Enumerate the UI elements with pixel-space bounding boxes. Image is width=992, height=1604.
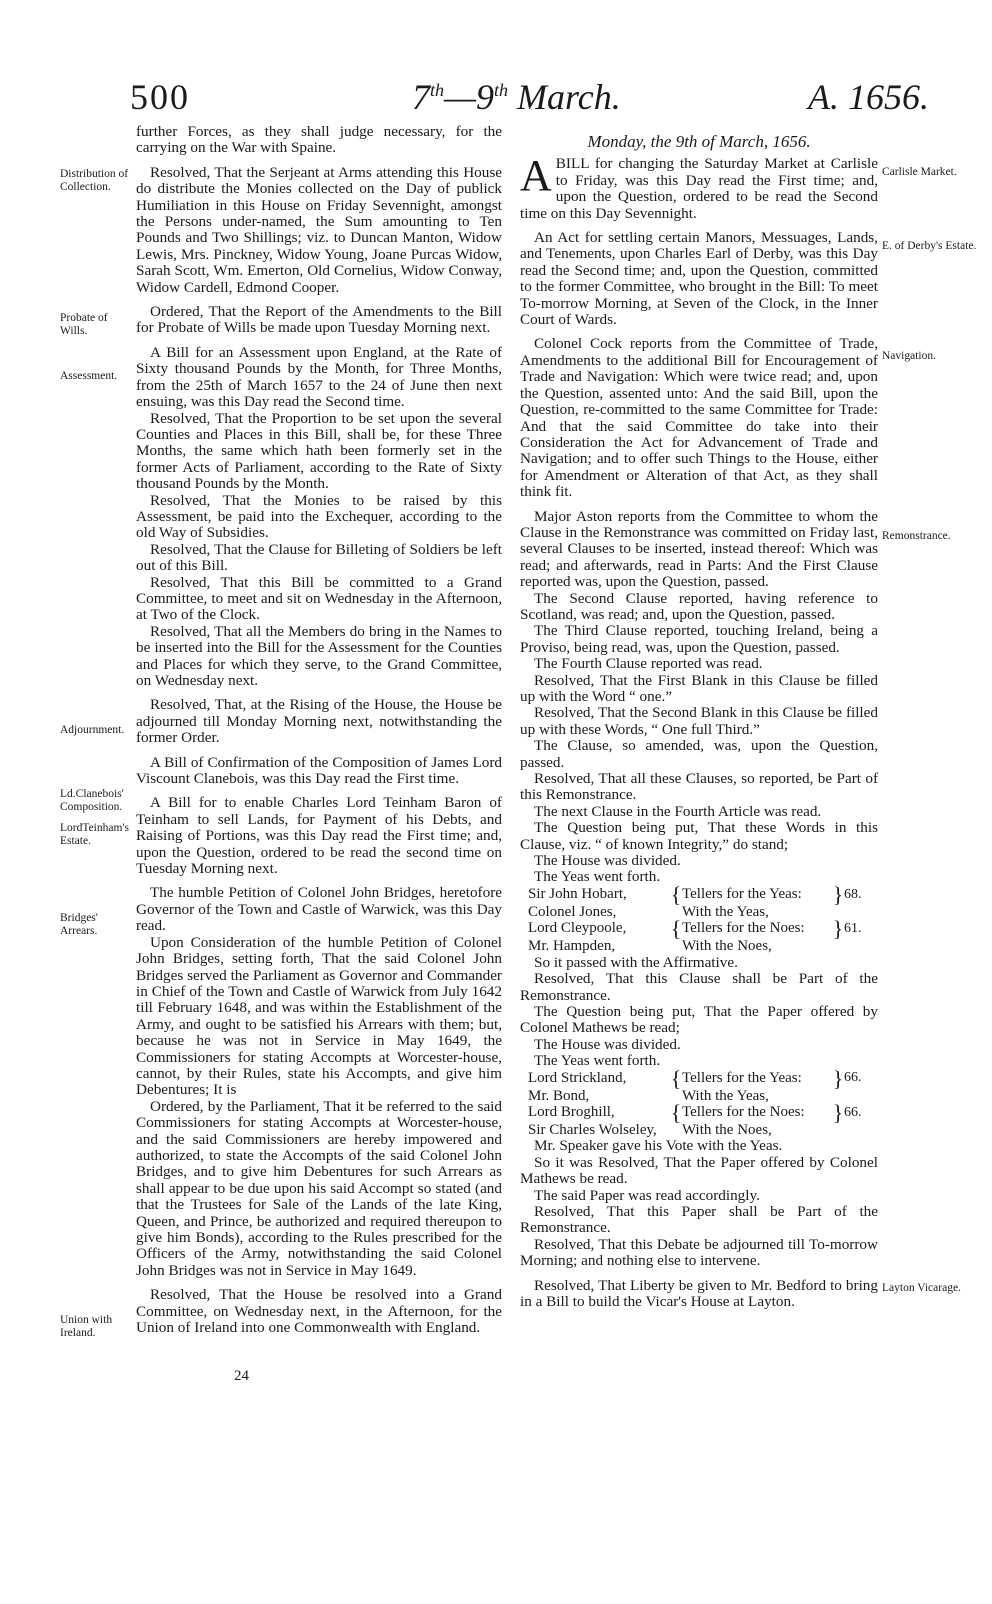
paragraph-assessment-resolved-2: Resolved, That the Monies to be raised by this Assessment, be paid into the Exchequer, according to the old Way of Subsidies. xyxy=(136,491,502,542)
left-column xyxy=(136,124,502,1344)
brace-right: } xyxy=(832,1099,844,1125)
paragraph-union: Resolved, That the House be resolved into a Grand Committee, on Wednesday next, in the Afternoon, for the Union of Ireland into one Commonwealth with England. xyxy=(136,1286,502,1337)
division-2-noes-count: 66. xyxy=(844,1104,862,1120)
paragraph-passed-affirmative: So it passed with the Affirmative. xyxy=(534,953,738,971)
spacer xyxy=(670,938,682,954)
date-from-sup: th xyxy=(430,80,445,100)
day-title: Monday, the 9th of March, 1656. xyxy=(587,132,811,151)
paragraph-continuation: further Forces, as they shall judge necessary, for the carrying on the War with Spaine. xyxy=(136,123,502,157)
drop-cap: A xyxy=(520,151,552,201)
note-union: Union with Ireland. xyxy=(60,1314,113,1339)
paragraph-bridges-ordered: Ordered, by the Parliament, That it be referred to the said Commissioners for stating Accompts at Worcester-house, and the said Commissioners are hereby impowered and authorized, to state the Accompts of the said Colonel John Bridges, and to give him Debentures for such Arrears as shall appear to be due upon his said Accompt so stated (and that the Trustees for Sale of the Lands of the late King, Queen, and Prince, be authorized and required thereupon to give him Bonds), according to the Rules prescribed for the Officers of the Army, notwithstanding the said Colonel John Bridges was not in Service in May 1649. xyxy=(136,1097,502,1279)
date-from: 7 xyxy=(412,77,430,117)
brace-left: { xyxy=(670,1065,682,1091)
teller-role: With the Yeas, xyxy=(682,903,769,920)
teller-name: Lord Broghill, xyxy=(528,1103,615,1120)
teller-role: Tellers for the Noes: xyxy=(682,920,805,937)
date-to: 9 xyxy=(476,77,495,117)
paragraph-divided-1: The House was divided. xyxy=(534,852,681,870)
teller-name: Sir John Hobart, xyxy=(528,885,627,902)
teller-name: Mr. Hampden, xyxy=(528,938,616,955)
right-column xyxy=(520,130,878,1318)
teller-name: Sir Charles Wolseley, xyxy=(528,1121,657,1138)
brace-left: { xyxy=(670,881,682,907)
spacer xyxy=(844,904,874,920)
paragraph-third-clause: The Third Clause reported, touching Ireland, being a Proviso, being read, was, upon the Question, passed. xyxy=(520,622,878,656)
teller-name: Colonel Jones, xyxy=(528,903,617,920)
paragraph-question-2: The Question being put, That the Paper offered by Colonel Mathews be read; xyxy=(520,1002,878,1037)
brace-right: } xyxy=(832,1065,844,1091)
paragraph-part-remonstrance: Resolved, That this Clause shall be Part of the Remonstrance. xyxy=(520,970,878,1004)
division-1-yeas-count: 68. xyxy=(844,886,862,902)
paragraph-assessment-resolved-3: Resolved, That the Clause for Billeting of Soldiers be left out of this Bill. xyxy=(136,540,502,575)
paragraph-second-clause: The Second Clause reported, having reference to Scotland, was read; and, upon the Question, passed. xyxy=(520,589,878,623)
note-carlisle: Carlisle Market. xyxy=(882,166,957,178)
teller-name: Lord Cleypoole, xyxy=(528,920,627,937)
header-dates xyxy=(412,76,621,118)
note-distribution: Distribution of Collection. xyxy=(60,168,129,193)
date-dash: — xyxy=(444,77,477,117)
spacer xyxy=(832,1122,844,1138)
paragraph-assessment-resolved-4: Resolved, That this Bill be committed to a Grand Committee, to meet and sit on Wednesday in the Afternoon, at Two of the Clock. xyxy=(136,573,502,624)
note-clanebois: Ld.Clanebois' Composition. xyxy=(60,788,124,813)
teller-name: Lord Strickland, xyxy=(528,1069,627,1086)
teller-role: With the Yeas, xyxy=(682,1087,769,1104)
spacer xyxy=(832,938,844,954)
division-2-yeas-count: 66. xyxy=(844,1070,862,1086)
teller-role: With the Noes, xyxy=(682,1121,772,1138)
signature-mark: 24 xyxy=(234,1368,249,1384)
paragraph-assessment-resolved-1: Resolved, That the Proportion to be set upon the several Counties and Places in this Bill, shall be, for these Three Months, the same which hath been formerly set in the former Acts of Parliament, according to the Rate of Sixty thousand Pounds by the Month. xyxy=(136,409,502,493)
paragraph-all-clauses: Resolved, That all these Clauses, so reported, be Part of this Remonstrance. xyxy=(520,770,878,804)
teller-role: Tellers for the Yeas: xyxy=(682,1069,802,1086)
brace-right: } xyxy=(832,916,844,942)
spacer xyxy=(670,1122,682,1138)
spacer xyxy=(844,1088,874,1104)
paragraph-layton: Resolved, That Liberty be given to Mr. Bedford to bring in a Bill to build the Vicar's House at Layton. xyxy=(520,1276,878,1310)
teller-role: With the Noes, xyxy=(682,938,772,955)
note-adjournment: Adjournment. xyxy=(60,724,125,736)
paragraph-question-1: The Question being put, That these Words in this Clause, viz. “ of known Integrity,” do stand; xyxy=(520,819,878,853)
note-bridges: Bridges' Arrears. xyxy=(60,912,98,937)
paragraph-next-clause: The next Clause in the Fourth Article was read. xyxy=(534,802,822,820)
paragraph-probate: Ordered, That the Report of the Amendments to the Bill for Probate of Wills be made upon Tuesday Morning next. xyxy=(136,303,502,337)
note-probate: Probate of Wills. xyxy=(60,312,108,337)
paragraph-fourth-clause: The Fourth Clause reported was read. xyxy=(534,655,763,673)
brace-left: { xyxy=(670,916,682,942)
paragraph-assessment-resolved-5: Resolved, That all the Members do bring in the Names to be inserted into the Bill for the Assessment for the Counties and Places for which they serve, to the Grand Committee, on Wednesday next. xyxy=(136,622,502,689)
note-remonstrance: Remonstrance. xyxy=(882,530,951,542)
paragraph-second-blank: Resolved, That the Second Blank in this Clause be filled up with these Words, “ One full Third.” xyxy=(520,704,878,738)
date-to-sup: th xyxy=(494,80,509,100)
note-assessment: Assessment. xyxy=(60,370,118,382)
spacer xyxy=(844,938,874,954)
paragraph-debate-adjourned: Resolved, That this Debate be adjourned till To-morrow Morning; and nothing else to intervene. xyxy=(520,1235,878,1270)
division-1-noes-count: 61. xyxy=(844,921,862,937)
paragraph-amended: The Clause, so amended, was, upon the Question, passed. xyxy=(520,737,878,771)
division-2-tellers xyxy=(528,1065,878,1139)
paragraph-navigation: Colonel Cock reports from the Committee of Trade, Amendments to the additional Bill for Encouragement of Trade and Navigation: Which were twice read; and, upon the Question, assented unto: And the said Bill, upon the Question, re-committed to the same Committee for Trade: And that the said Committee do take into their Consideration the Act for Advancement of Trade and Navigation; and to offer such Things to the House, either for Amendment or Alteration of that Act, as they shall think fit. xyxy=(520,335,878,501)
header-month: March. xyxy=(517,77,621,117)
paragraph-paper-read: The said Paper was read accordingly. xyxy=(534,1186,760,1204)
paragraph-yeas-forth-1: The Yeas went forth. xyxy=(534,868,661,886)
note-layton: Layton Vicarage. xyxy=(882,1282,961,1294)
note-derby: E. of Derby's Estate. xyxy=(882,240,977,252)
page-number: 500 xyxy=(130,77,190,117)
note-teinham: LordTeinham's Estate. xyxy=(60,822,129,847)
teller-role: Tellers for the Yeas: xyxy=(682,885,802,902)
carlisle-text: BILL for changing the Saturday Market at Carlisle to Friday, was this Day read the First time; and, upon the Question, ordered to be read the Second time on this Day Sevennight. xyxy=(520,155,878,222)
division-1-tellers xyxy=(528,881,878,955)
paragraph-carlisle xyxy=(520,151,878,222)
brace-right: } xyxy=(832,881,844,907)
paragraph-yeas-forth-2: The Yeas went forth. xyxy=(534,1052,661,1070)
paragraph-remonstrance: Major Aston reports from the Committee to whom the Clause in the Remonstrance was committed on Friday last, several Clauses to be inserted, instead thereof: Which was read; and afterwards, read in Parts: And the First Clause reported was, upon the Question, passed. xyxy=(520,507,878,591)
teller-role: Tellers for the Noes: xyxy=(682,1103,805,1120)
paragraph-paper-part: Resolved, That this Paper shall be Part of the Remonstrance. xyxy=(520,1202,878,1237)
paragraph-first-blank: Resolved, That the First Blank in this Clause be filled up with the Word “ one.” xyxy=(520,671,878,705)
paragraph-clanebois: A Bill of Confirmation of the Composition of James Lord Viscount Clanebois, was this Day read the First time. xyxy=(136,753,502,788)
teller-name: Mr. Bond, xyxy=(528,1087,590,1104)
paragraph-assessment: A Bill for an Assessment upon England, at the Rate of Sixty thousand Pounds by the Month, for Three Months, from the 25th of March 1657 to the 24 of June then next ensuing, was this Day read the Second time. xyxy=(136,343,502,411)
brace-left: { xyxy=(670,1099,682,1125)
paragraph-bridges-consideration: Upon Consideration of the humble Petition of Colonel John Bridges, setting forth, That the said Colonel John Bridges served the Parliament as Governor and Commander in Chief of the Town and Castle of Warwick from July 1642 till February 1648, and was within the Establishment of the Army, and ought to be satisfied his Arrears with them; but, because he was not in Service in May 1649, the Commissioners for stating Accompts at Worcester-house, cannot, by their Rules, state his Accompts, and give him Debentures; It is xyxy=(136,933,502,1099)
note-navigation: Navigation. xyxy=(882,350,936,362)
paragraph-adjournment: Resolved, That, at the Rising of the House, the House be adjourned till Monday Morning next, notwithstanding the former Order. xyxy=(136,696,502,747)
paragraph-speaker: Mr. Speaker gave his Vote with the Yeas. xyxy=(534,1137,783,1155)
paragraph-distribution: Resolved, That the Serjeant at Arms attending this House do distribute the Monies collected on the Day of publick Humiliation in this House on Friday Sevennight, amongst the Persons under-named, the Sum amounting to Ten Pounds and Two Shillings; viz. to Duncan Manton, Widow Lewis, Mrs. Pinckney, Widow Young, Joane Purcas Widow, Sarah Scott, Wm. Emerton, Old Cornelius, Widow Conway, Widow Cardell, Edmond Cooper. xyxy=(136,163,502,296)
paragraph-derby: An Act for settling certain Manors, Messuages, Lands, and Tenements, upon Charles Earl of Derby, was this Day read the Second time; and, upon the Question, committed to the former Committee, who brought in the Bill: To meet To-morrow Morning, at Seven of the Clock, in the Inner Court of Wards. xyxy=(520,229,878,329)
paragraph-teinham: A Bill for to enable Charles Lord Teinham Baron of Teinham to sell Lands, for Payment of his Debts, and Raising of Portions, was this Day read the First time; and, upon the Question, ordered to be read the second time on Tuesday Morning next. xyxy=(136,794,502,878)
paragraph-divided-2: The House was divided. xyxy=(534,1035,681,1053)
paragraph-bridges-petition: The humble Petition of Colonel John Bridges, heretofore Governor of the Town and Castle of Warwick, was this Day read. xyxy=(136,884,502,935)
paragraph-resolved-paper: So it was Resolved, That the Paper offered by Colonel Mathews be read. xyxy=(520,1153,878,1188)
spacer xyxy=(844,1122,874,1138)
header-year: A. 1656. xyxy=(808,77,929,117)
